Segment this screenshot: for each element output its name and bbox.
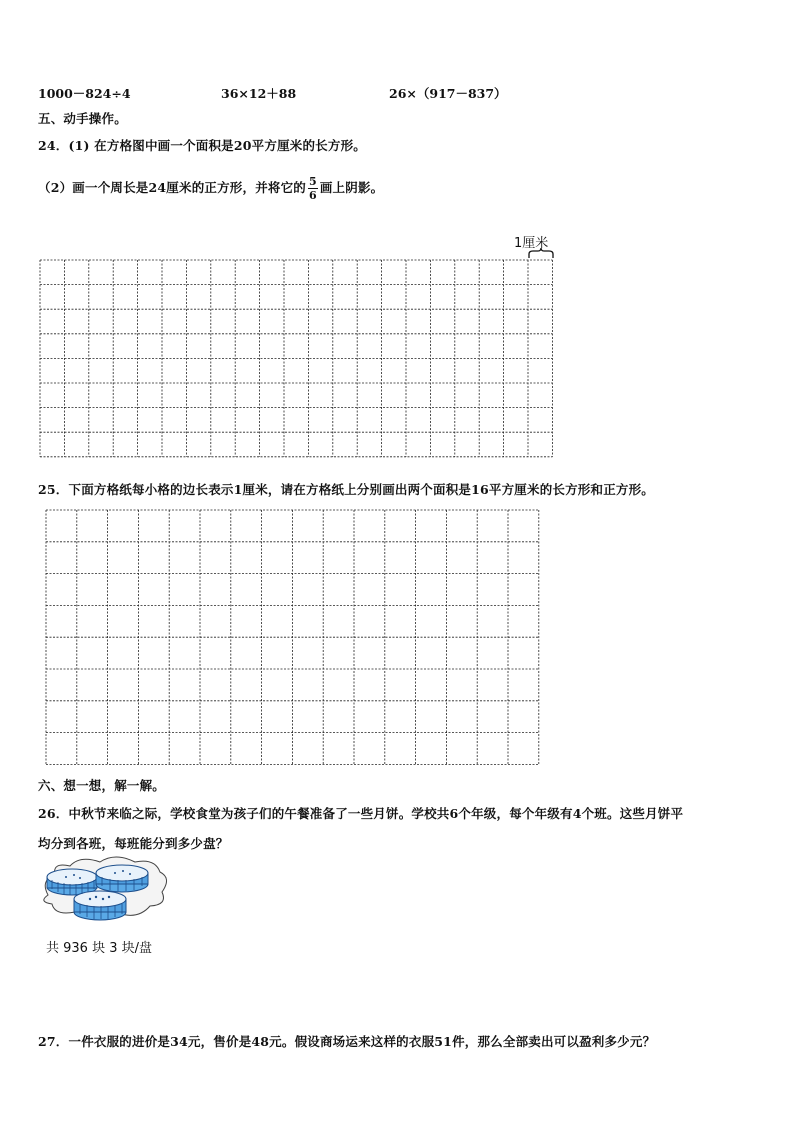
mooncake-plate-image — [44, 857, 167, 920]
question-24-part-1: 24．(1) 在方格图中画一个面积是20平方厘米的长方形。 — [38, 138, 366, 153]
expression-3: 26×（917－837） — [389, 86, 507, 101]
question-24-part-2-tail: 画上阴影。 — [319, 180, 384, 195]
question-26-line-2: 均分到各班，每班能分到多少盘？ — [38, 836, 229, 851]
expression-1: 1000－824÷4 — [38, 86, 131, 101]
square-grid-1[interactable] — [40, 260, 552, 457]
section-heading-5: 五、动手操作。 — [38, 111, 127, 126]
question-24-part-2-text: （2）画一个周长是24厘米的正方形，并将它的 — [38, 180, 306, 195]
question-27: 27．一件衣服的进价是34元，售价是48元。假设商场运来这样的衣服51件，那么全部卖出可以盈利多少元？ — [38, 1034, 656, 1049]
square-grid-2[interactable] — [46, 510, 539, 764]
question-26-line-1: 26．中秋节来临之际，学校食堂为孩子们的午餐准备了一些月饼。学校共6个年级，每个年级有4个班。这些月饼平 — [38, 806, 684, 821]
unit-brace — [529, 248, 553, 258]
question-25: 25．下面方格纸每小格的边长表示1厘米，请在方格纸上分别画出两个面积是16平方厘米的长方形和正方形。 — [38, 482, 654, 497]
mooncake-caption: 共 936 块 3 块/盘 — [46, 941, 152, 956]
section-heading-6: 六、想一想，解一解。 — [38, 778, 166, 793]
fraction-denominator: 6 — [309, 189, 317, 202]
fraction-numerator: 5 — [309, 175, 317, 188]
expression-2: 36×12＋88 — [221, 86, 297, 101]
grid-unit-label: 1厘米 — [514, 236, 549, 251]
